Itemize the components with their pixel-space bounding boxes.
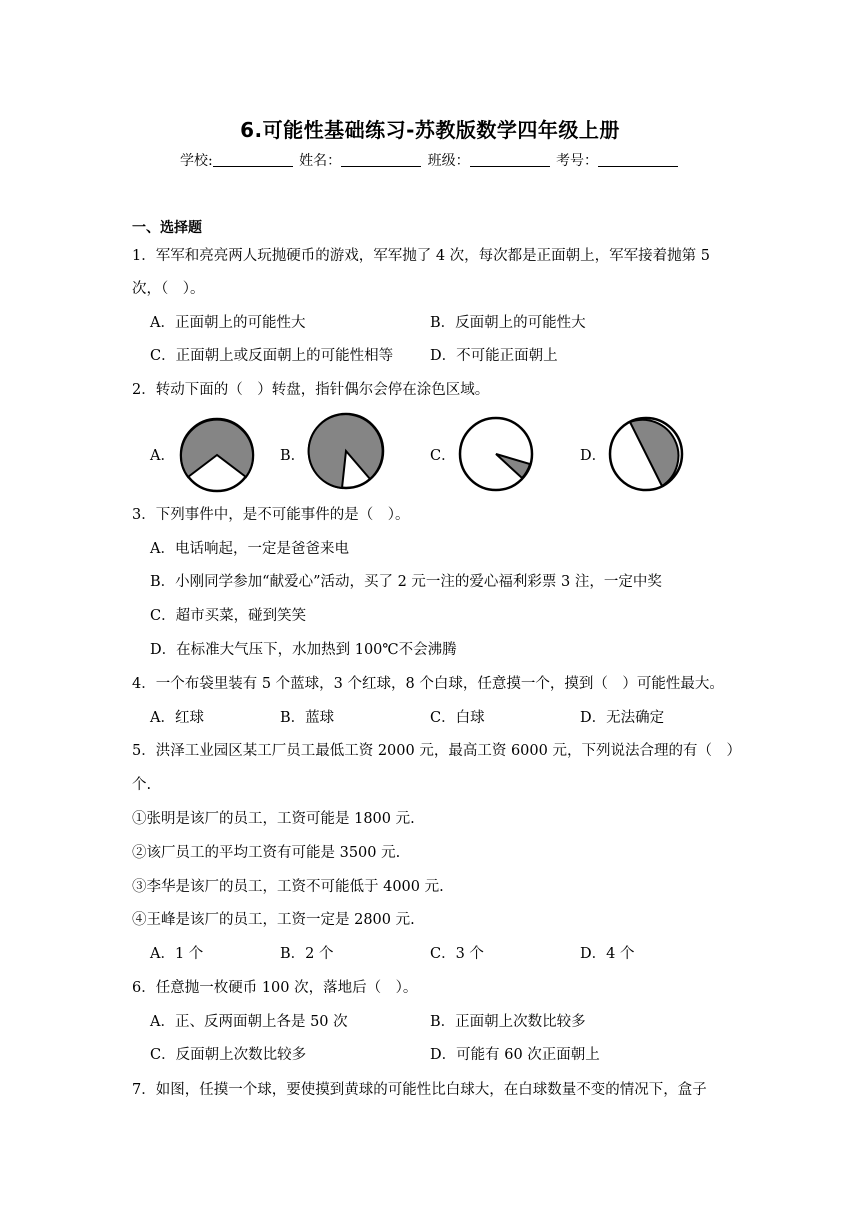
q5-statement-1: ①张明是该厂的员工，工资可能是 1800 元. <box>132 811 415 827</box>
q1-stem-line2: 次，（ ）。 <box>132 281 205 297</box>
q4-option-d[interactable]: D．无法确定 <box>580 710 665 726</box>
q7-stem-line1: 7．如图，任摸一个球，要使摸到黄球的可能性比白球大，在白球数量不变的情况下，盒子 <box>132 1082 707 1098</box>
spinner-b <box>306 412 386 492</box>
q5-option-c[interactable]: C．3 个 <box>430 946 484 962</box>
q5-stem-line2: 个. <box>132 777 152 793</box>
school-blank[interactable] <box>213 152 293 167</box>
spinner-a <box>178 416 258 494</box>
q1-option-d[interactable]: D．不可能正面朝上 <box>430 348 558 364</box>
section-heading: 一、选择题 <box>132 220 202 236</box>
class-label: 班级： <box>427 153 470 169</box>
q6-stem: 6．任意抛一枚硬币 100 次，落地后（ ）。 <box>132 980 418 996</box>
q5-statement-3: ③李华是该厂的员工，工资不可能低于 4000 元. <box>132 879 444 895</box>
q2-label-a[interactable]: A． <box>150 448 175 464</box>
student-info-line <box>0 150 860 170</box>
q1-option-a[interactable]: A．正面朝上的可能性大 <box>150 315 306 331</box>
spinner-d <box>608 416 688 496</box>
spinner-c <box>458 416 538 496</box>
q2-label-d[interactable]: D． <box>580 448 607 464</box>
q2-stem: 2．转动下面的（ ）转盘，指针偶尔会停在涂色区域。 <box>132 382 490 398</box>
name-label: 姓名： <box>299 153 342 169</box>
q3-option-d[interactable]: D．在标准大气压下，水加热到 100℃不会沸腾 <box>150 642 457 658</box>
q5-statement-2: ②该厂员工的平均工资有可能是 3500 元. <box>132 845 401 861</box>
q4-stem: 4．一个布袋里装有 5 个蓝球，3 个红球，8 个白球，任意摸一个，摸到（ ）可能性最大。 <box>132 676 724 692</box>
q4-option-c[interactable]: C．白球 <box>430 710 485 726</box>
name-blank[interactable] <box>341 152 421 167</box>
class-blank[interactable] <box>470 152 550 167</box>
exam-number-label: 考号： <box>556 153 599 169</box>
q5-option-a[interactable]: A．1 个 <box>150 946 204 962</box>
exam-number-blank[interactable] <box>598 152 678 167</box>
q3-option-a[interactable]: A．电话响起，一定是爸爸来电 <box>150 541 349 557</box>
q3-option-c[interactable]: C．超市买菜，碰到笑笑 <box>150 608 307 624</box>
q1-stem-line1: 1．军军和亮亮两人玩抛硬币的游戏，军军抛了 4 次，每次都是正面朝上，军军接着抛第 5 <box>132 248 710 264</box>
q5-option-b[interactable]: B．2 个 <box>280 946 334 962</box>
q1-option-b[interactable]: B．反面朝上的可能性大 <box>430 315 586 331</box>
q2-label-b[interactable]: B． <box>280 448 306 464</box>
page-title: 6.可能性基础练习-苏教版数学四年级上册 <box>240 118 620 142</box>
q5-option-d[interactable]: D．4 个 <box>580 946 635 962</box>
q4-option-a[interactable]: A．红球 <box>150 710 204 726</box>
q5-statement-4: ④王峰是该厂的员工，工资一定是 2800 元. <box>132 912 415 928</box>
q3-stem: 3．下列事件中，是不可能事件的是（ ）。 <box>132 507 410 523</box>
q6-option-a[interactable]: A．正、反两面朝上各是 50 次 <box>150 1014 348 1030</box>
q3-option-b[interactable]: B．小刚同学参加“献爱心”活动，买了 2 元一注的爱心福利彩票 3 注，一定中奖 <box>150 574 662 590</box>
q1-option-c[interactable]: C．正面朝上或反面朝上的可能性相等 <box>150 348 394 364</box>
q6-option-b[interactable]: B．正面朝上次数比较多 <box>430 1014 586 1030</box>
q5-stem-line1: 5．洪泽工业园区某工厂员工最低工资 2000 元，最高工资 6000 元，下列说法合理的有（ ） <box>132 743 741 759</box>
q2-label-c[interactable]: C． <box>430 448 456 464</box>
q6-option-d[interactable]: D．可能有 60 次正面朝上 <box>430 1047 600 1063</box>
q6-option-c[interactable]: C．反面朝上次数比较多 <box>150 1047 307 1063</box>
school-label: 学校: <box>179 153 213 169</box>
q4-option-b[interactable]: B．蓝球 <box>280 710 335 726</box>
